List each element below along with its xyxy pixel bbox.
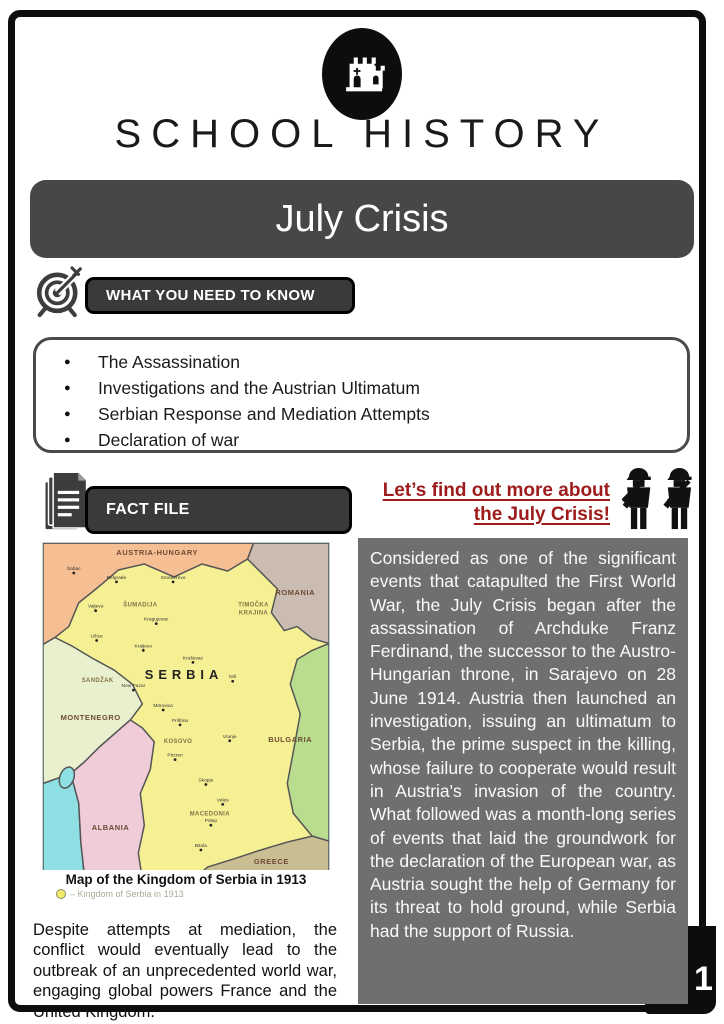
section-header-fact-file (85, 486, 352, 534)
map-city-dot (192, 661, 195, 664)
map-label: TIMOČKA (238, 602, 269, 609)
map-label: AUSTRIA-HUNGARY (116, 548, 199, 558)
castle-icon (333, 38, 391, 111)
know-list-item: ● Declaration of war (98, 427, 687, 453)
map-city-dot (155, 622, 158, 625)
map-city-label: Mitrovica (153, 704, 173, 710)
know-label: WHAT YOU NEED TO KNOW (106, 287, 315, 304)
page-number: 1 (694, 960, 713, 998)
cta-line-2[interactable]: the July Crisis! (473, 504, 610, 525)
cta-link[interactable] (356, 479, 610, 527)
map-city-label: Bitola (194, 844, 207, 850)
know-list (36, 349, 687, 453)
map-city-label: Veles (216, 798, 229, 804)
map-label: MACEDONIA (189, 811, 230, 818)
know-list-item: ● The Assassination (98, 349, 687, 375)
map-city-label: Novi Pazar (121, 684, 146, 690)
fact-text: Considered as one of the significant events that catapulted the First World War, the July Crisis began after the assassination of Archduke Franz Ferdinand, the successor to the Austro-Hungarian throne, in Sarajevo on 28 June 1914. Austria then launched an investigation, issuing an ultimatum to Serbia, the prime suspect in the killing, whose failure to cooperate would result in Austria's invasion of the country. What followed was a month-long series of events that laid the groundwork for the declaration of the European war, as Austria sought the help of Germany for its threat to hold ground, while Serbia had the support of Russia. (370, 548, 676, 941)
page-title: July Crisis (275, 197, 449, 240)
map-city-dot (209, 824, 212, 827)
map-label: SANDŽAK (81, 678, 114, 685)
map-legend (56, 889, 326, 899)
fact-file-label: FACT FILE (106, 501, 190, 518)
map-city-label: Niš (229, 675, 237, 681)
know-list-item: ● Investigations and the Austrian Ultimatum (98, 375, 687, 401)
target-icon (36, 263, 84, 324)
map-city-dot (142, 649, 145, 652)
map-label: ALBANIA (91, 823, 130, 833)
map-label: SERBIA (144, 667, 224, 683)
map-city-dot (115, 581, 118, 584)
section-header-know (85, 277, 355, 314)
map-city-label: Priština (171, 718, 189, 724)
legend-dot-icon (56, 889, 66, 899)
fact-text-box (358, 538, 688, 1004)
soldiers-icon (622, 466, 700, 537)
map-city-label: Vranje (222, 734, 237, 740)
brand-wordmark: SCHOOL HISTORY (114, 112, 610, 156)
serbia-map (42, 542, 330, 880)
map-label: ROMANIA (275, 587, 316, 597)
map-city-label: Šabac (66, 566, 81, 572)
map-city-label: Skopje (198, 778, 214, 784)
map-label: ŠUMADIJA (123, 602, 158, 609)
map-city-dot (72, 572, 75, 575)
map-city-dot (221, 803, 224, 806)
know-list-item: ● Serbian Response and Mediation Attempts (98, 401, 687, 427)
map-city-label: Belgrade (106, 575, 127, 581)
map-city-dot (174, 758, 177, 761)
map-caption: Map of the Kingdom of Serbia in 1913 (42, 870, 330, 887)
map-city-dot (200, 849, 203, 852)
map-city-dot (95, 639, 98, 642)
map-city-label: Smederevo (160, 575, 186, 581)
map-city-label: Prizren (167, 753, 183, 759)
map-label: MONTENEGRO (60, 712, 121, 722)
map-city-label: Užice (90, 634, 103, 640)
legend-text: – Kingdom of Serbia in 1913 (70, 889, 184, 899)
map-label: KOSOVO (163, 738, 193, 745)
school-history-logo (322, 28, 402, 120)
map-label: GREECE (253, 856, 289, 866)
map-city-dot (231, 680, 234, 683)
map-city-label: Prilep (204, 819, 218, 825)
map-city-label: Kruševac (182, 656, 204, 662)
title-banner (30, 180, 694, 258)
map-city-dot (179, 724, 182, 727)
map-city-dot (204, 783, 207, 786)
map-city-dot (172, 581, 175, 584)
map-label: KRAJINA (238, 610, 269, 617)
left-paragraph: Despite attempts at mediation, the conflict would eventually lead to the outbreak of an unprecedented world war, engaging global powers France and the United Kingdom. (33, 920, 337, 1021)
map-label: BULGARIA (268, 734, 313, 744)
map-city-label: Kraljevo (134, 644, 153, 650)
map-city-dot (162, 709, 165, 712)
know-box (33, 337, 690, 453)
map-city-dot (94, 609, 97, 612)
map-city-dot (228, 739, 231, 742)
cta-line-1[interactable]: Let’s find out more about (382, 480, 610, 501)
map-city-dot (132, 689, 135, 692)
map-city-label: Valjevo (87, 604, 104, 610)
map-city-label: Kragujevac (144, 617, 169, 623)
